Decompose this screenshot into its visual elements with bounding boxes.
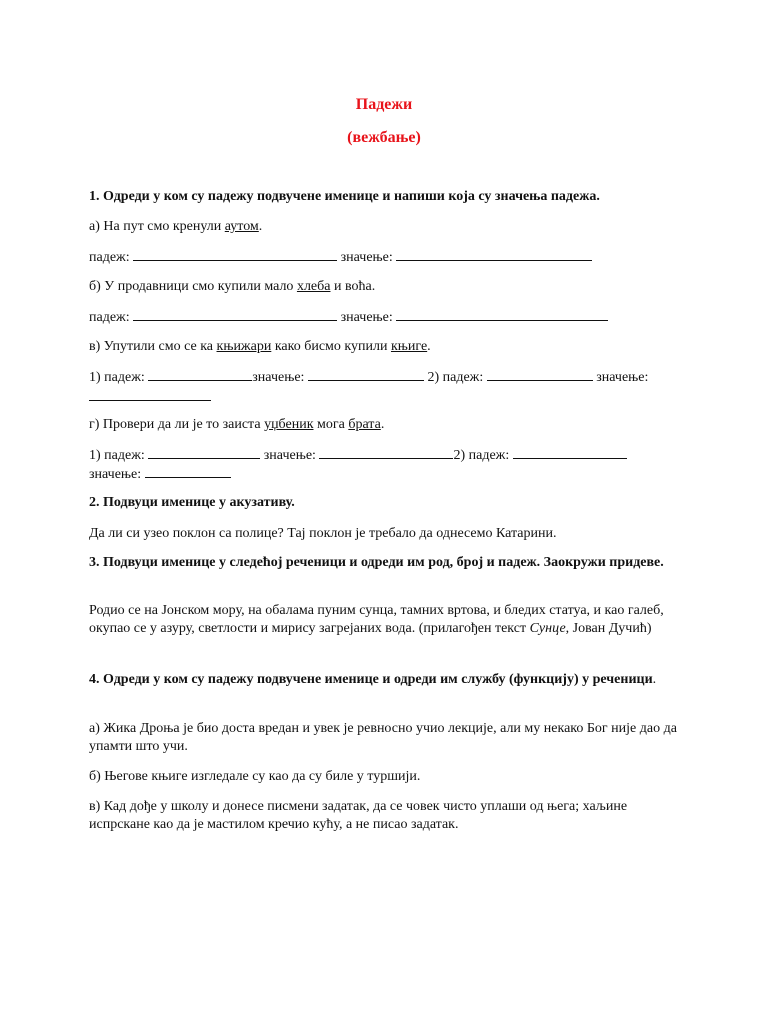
underlined-noun: аутом (224, 219, 259, 234)
task3-heading: 3. Подвуци именице у следећој реченици и одреди им род, број и падеж. Заокружи придеве. (89, 555, 664, 570)
task4-sentence-a: а) Жика Дроња је био доста вредан и увек је ревносно учио лекције, али му некако Бог није дао да упамти што учи. (89, 721, 677, 754)
task1-answer-b: падеж: значење: (89, 308, 689, 327)
meaning-blank[interactable] (89, 388, 211, 401)
meaning-blank[interactable] (308, 368, 424, 381)
underlined-noun: уџбеник (264, 417, 314, 432)
case-blank[interactable] (148, 368, 252, 381)
task1-sentence-v: в) Упутили смо се ка књижари како бисмо купили књиге. (89, 339, 431, 354)
underlined-noun: хлеба (296, 279, 331, 294)
task4-sentence-b: б) Његове књиге изгледале су као да су биле у туршији. (89, 769, 421, 784)
case-blank[interactable] (148, 446, 260, 459)
task4-sentence-v: в) Кад дође у школу и донесе писмени задатак, да се човек чисто уплаши од њега; хаљине испрскане као да је мастилом кречио кућу, а не писао задатак. (89, 799, 628, 832)
task3-text: Родио се на Јонском мору, на обалама пуним сунца, тамних вртова, и бледих статуа, и као галеб, окупао се у азуру, светлости и мирису загрејаних вода. (прилагођен текст Сунце, Јован Дучић) (89, 603, 664, 636)
task1-answer-g-cont: значење: (89, 465, 689, 484)
task4-heading: 4. Одреди у ком су падежу подвучене именице и одреди им службу (функцију) у реченици. (89, 672, 657, 687)
meaning-blank[interactable] (145, 465, 231, 478)
underlined-noun: брата (348, 417, 381, 432)
task2-text: Да ли си узео поклон са полице? Тај поклон је требало да однесемо Катарини. (89, 526, 557, 541)
task1-answer-g: 1) падеж: значење: 2) падеж: (89, 446, 689, 465)
task1-sentence-g: г) Провери да ли је то заиста уџбеник мога брата. (89, 417, 385, 432)
task1-answer-a: падеж: значење: (89, 248, 689, 267)
task1-heading: 1. Одреди у ком су падежу подвучене именице и напиши која су значења падежа. (89, 189, 600, 204)
page-subtitle: (вежбање) (347, 129, 421, 146)
page-title: Падежи (355, 96, 413, 113)
task2-heading: 2. Подвуци именице у акузативу. (89, 495, 295, 510)
meaning-blank[interactable] (319, 446, 453, 459)
meaning-blank[interactable] (396, 248, 592, 261)
task1-sentence-a: а) На пут смо кренули аутом. (89, 219, 263, 234)
meaning-blank[interactable] (396, 308, 608, 321)
task1-answer-v: 1) падеж: значење: 2) падеж: значење: (89, 370, 649, 385)
case-blank[interactable] (487, 368, 593, 381)
underlined-noun: књижари (216, 339, 272, 354)
task1-sentence-b: б) У продавници смо купили мало хлеба и воћа. (89, 279, 376, 294)
case-blank[interactable] (133, 308, 337, 321)
case-blank[interactable] (133, 248, 337, 261)
case-blank[interactable] (513, 446, 627, 459)
underlined-noun: књиге (390, 339, 428, 354)
task1-answer-v-cont (89, 388, 689, 407)
